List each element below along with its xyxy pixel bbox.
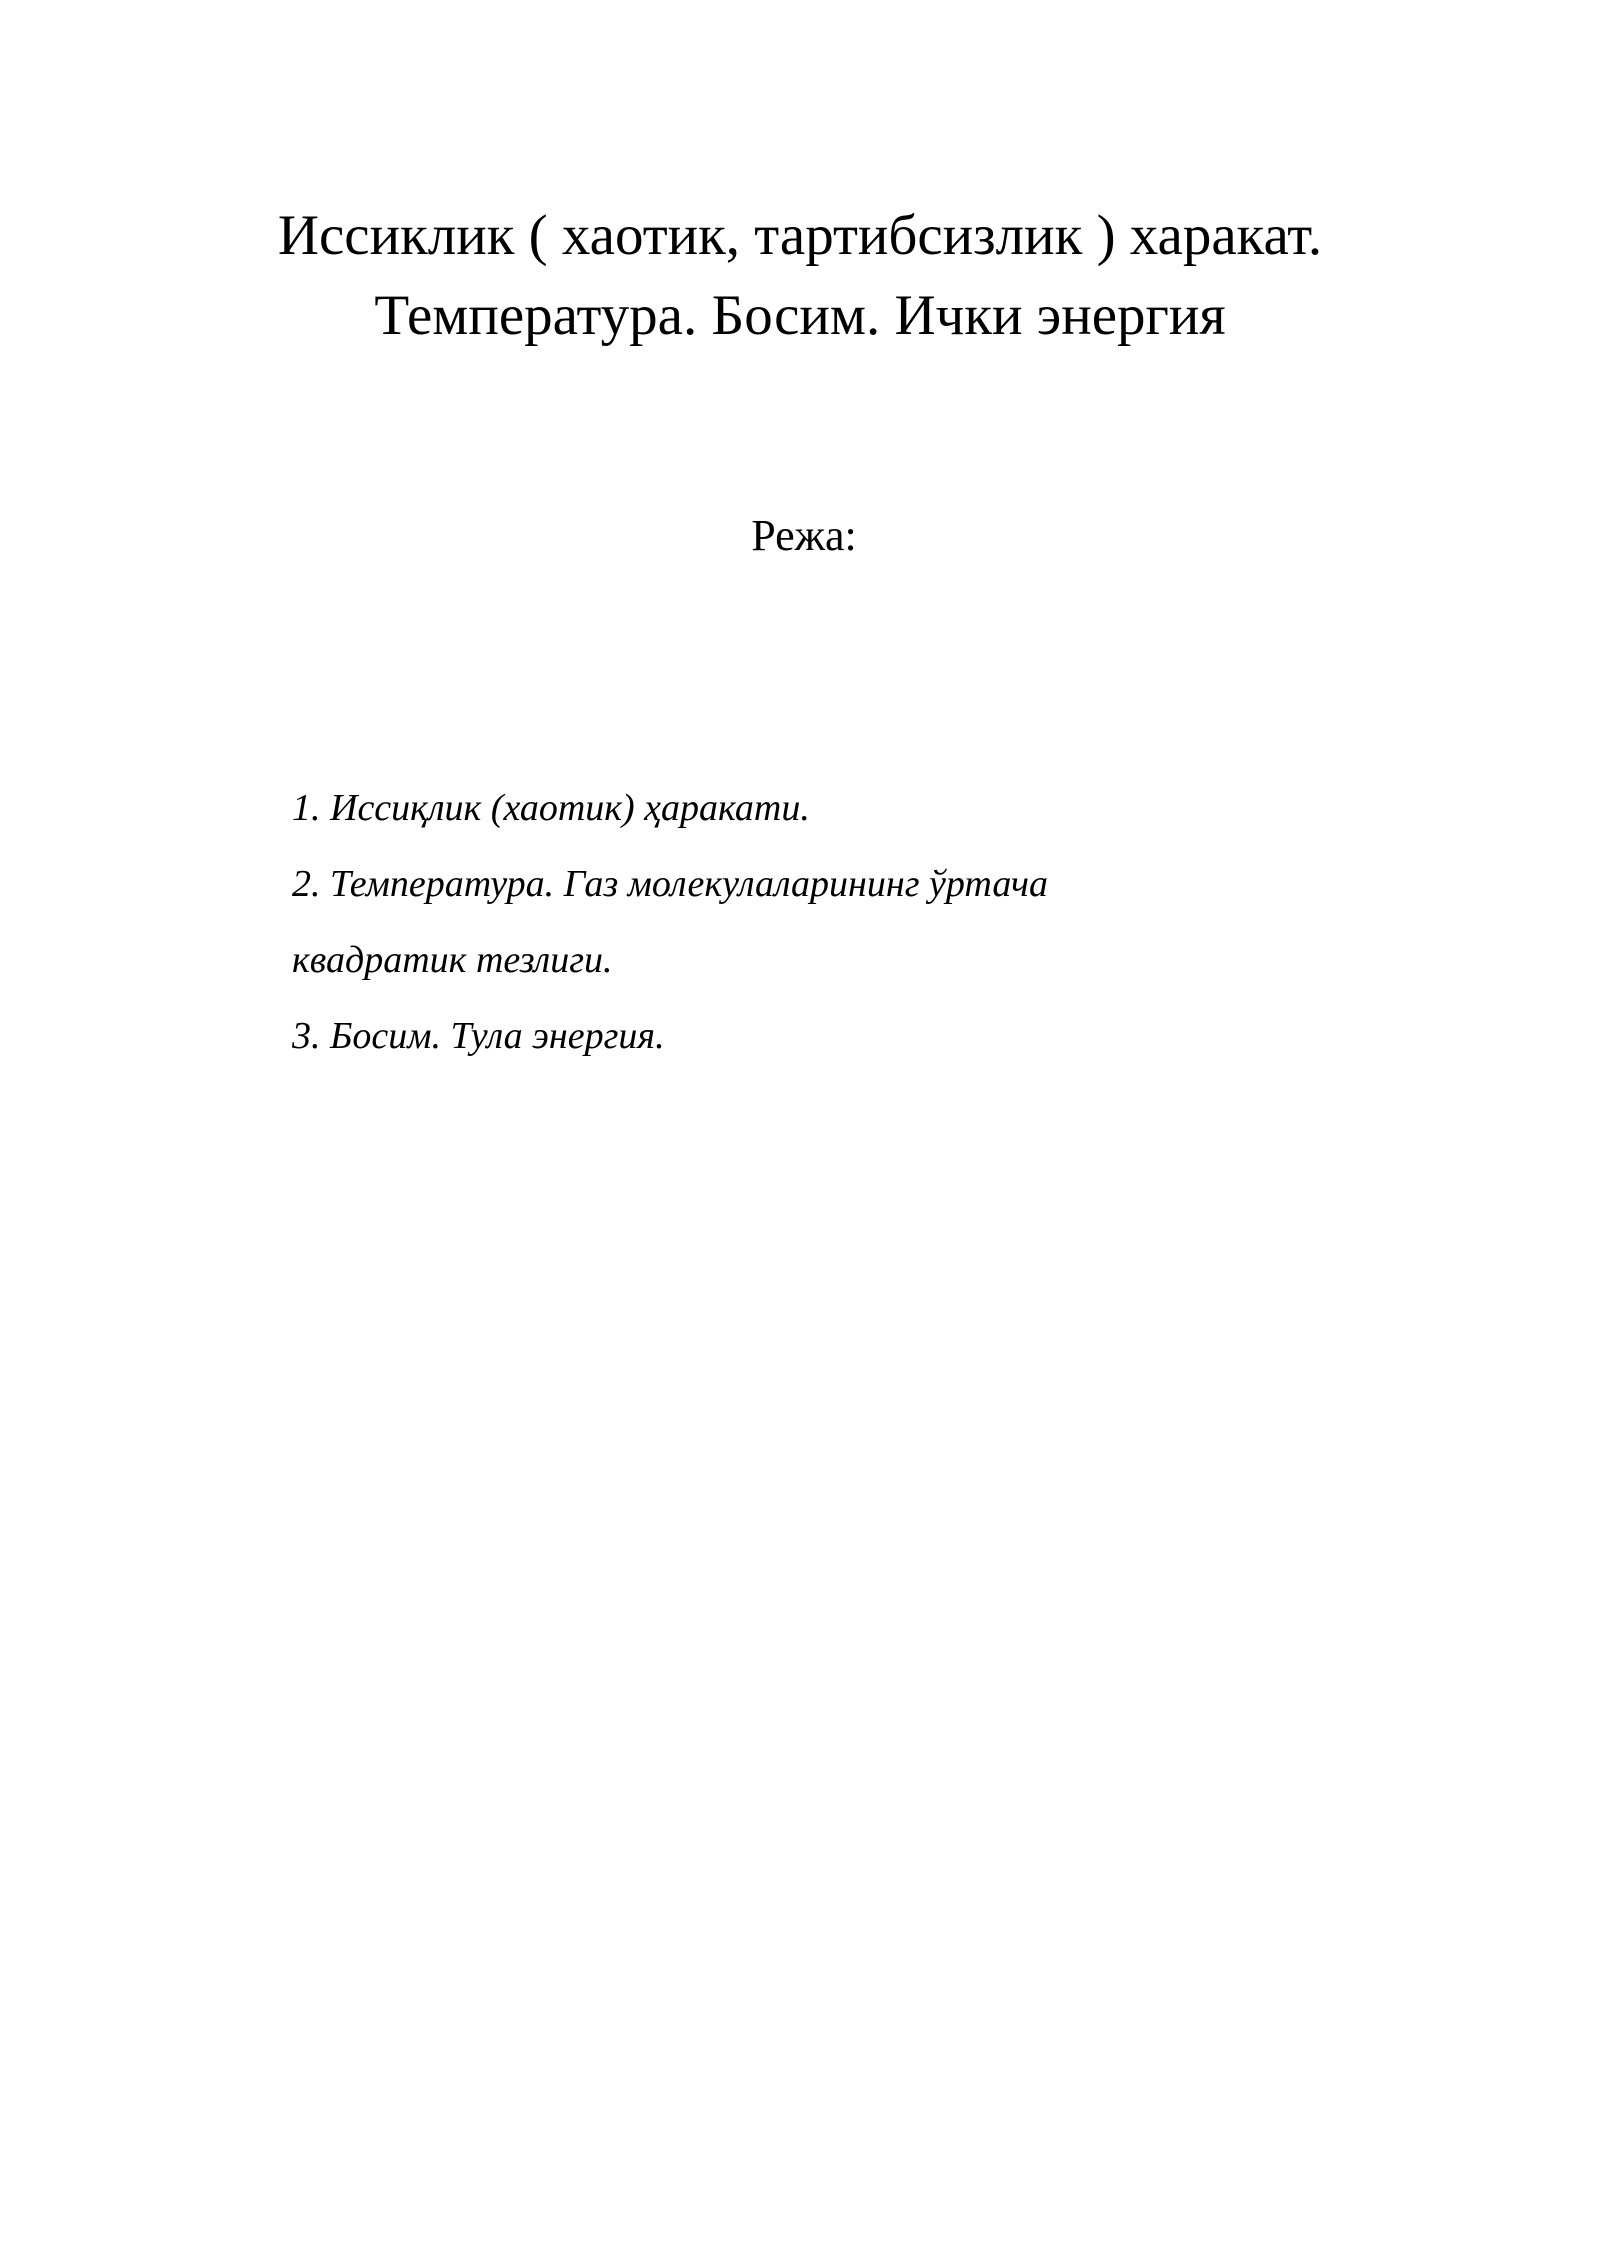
- title-line-2: Температура. Босим. Ички энергия: [374, 284, 1226, 347]
- plan-heading: Режа:: [751, 511, 857, 560]
- plan-item-1: 1. Иссиқлик (хаотик) ҳаракати.: [292, 787, 810, 829]
- title-line-1: Иссиклик ( хаотик, тартибсизлик ) харакат.: [277, 204, 1323, 267]
- plan-item-2-continuation: квадратик тезлиги.: [292, 939, 613, 981]
- plan-item-2: 2. Температура. Газ молекулаларининг ўртача: [292, 863, 1048, 905]
- plan-list: [292, 770, 1392, 1074]
- plan-item-3: 3. Босим. Тула энергия.: [292, 1015, 665, 1057]
- document-title: [0, 196, 1600, 356]
